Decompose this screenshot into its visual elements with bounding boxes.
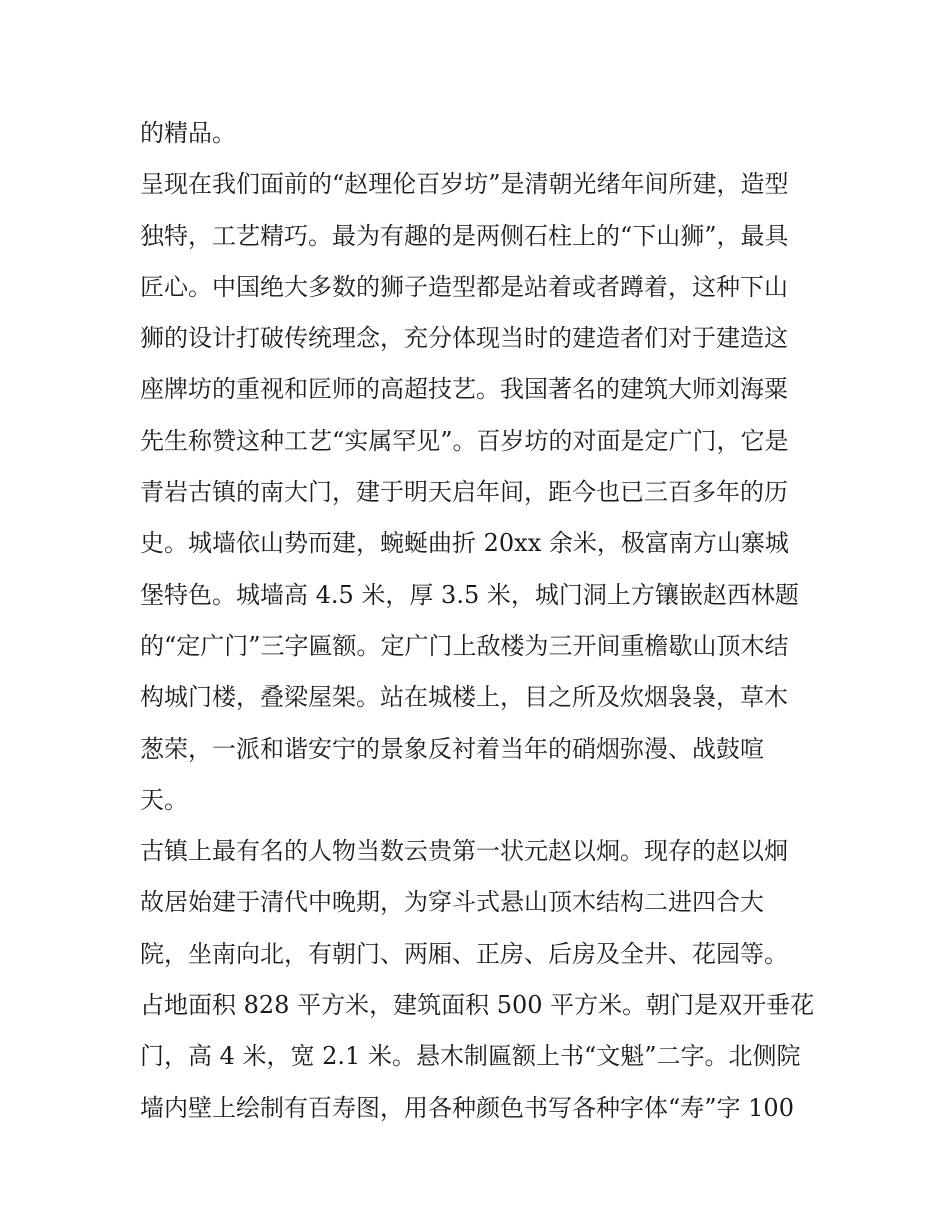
text-line: 匠心。中国绝大多数的狮子造型都是站着或者蹲着，这种下山 [140,272,788,301]
text-line: 独特，工艺精巧。最为有趣的是两侧石柱上的“下山狮”，最具 [140,221,789,250]
text-line: 堡特色。城墙高 4.5 米，厚 3.5 米，城门洞上方镶嵌赵西林题 [140,580,799,609]
text-line: 古镇上最有名的人物当数云贵第一状元赵以炯。现存的赵以炯 [140,837,788,866]
text-line: 先生称赞这种工艺“实属罕见”。百岁坊的对面是定广门，它是 [140,426,789,455]
text-line: 门，高 4 米，宽 2.1 米。悬木制匾额上书“文魁”二字。北侧院 [140,1042,801,1071]
paragraph-3 [140,826,815,1134]
text-line: 故居始建于清代中晚期，为穿斗式悬山顶木结构二进四合大 [140,888,764,917]
text-line: 的“定广门”三字匾额。定广门上敌楼为三开间重檐歇山顶木结 [140,631,789,660]
text-line: 墙内壁上绘制有百寿图，用各种颜色书写各种字体“寿”字 100 [140,1093,794,1122]
body-text [140,108,815,1134]
text-line: 呈现在我们面前的“赵理伦百岁坊”是清朝光绪年间所建，造型 [140,170,789,199]
text-line: 院，坐南向北，有朝门、两厢、正房、后房及全井、花园等。 [140,939,788,968]
paragraph-2 [140,159,812,826]
text-line: 占地面积 828 平方米，建筑面积 500 平方米。朝门是双开垂花 [140,991,815,1020]
text-line: 青岩古镇的南大门，建于明天启年间，距今也已三百多年的历 [140,478,788,507]
text-line: 狮的设计打破传统理念，充分体现当时的建造者们对于建造这 [140,324,788,353]
text-line: 构城门楼，叠梁屋架。站在城楼上，目之所及炊烟袅袅，草木 [140,683,788,712]
text-line: 天。 [140,785,188,814]
text-line: 史。城墙依山势而建，蜿蜒曲折 20xx 余米，极富南方山寨城 [140,529,789,558]
paragraph-1 [140,108,812,159]
text-line: 的精品。 [140,119,236,147]
text-line: 座牌坊的重视和匠师的高超技艺。我国著名的建筑大师刘海粟 [140,375,788,404]
text-line: 葱荣，一派和谐安宁的景象反衬着当年的硝烟弥漫、战鼓喧 [140,734,764,763]
